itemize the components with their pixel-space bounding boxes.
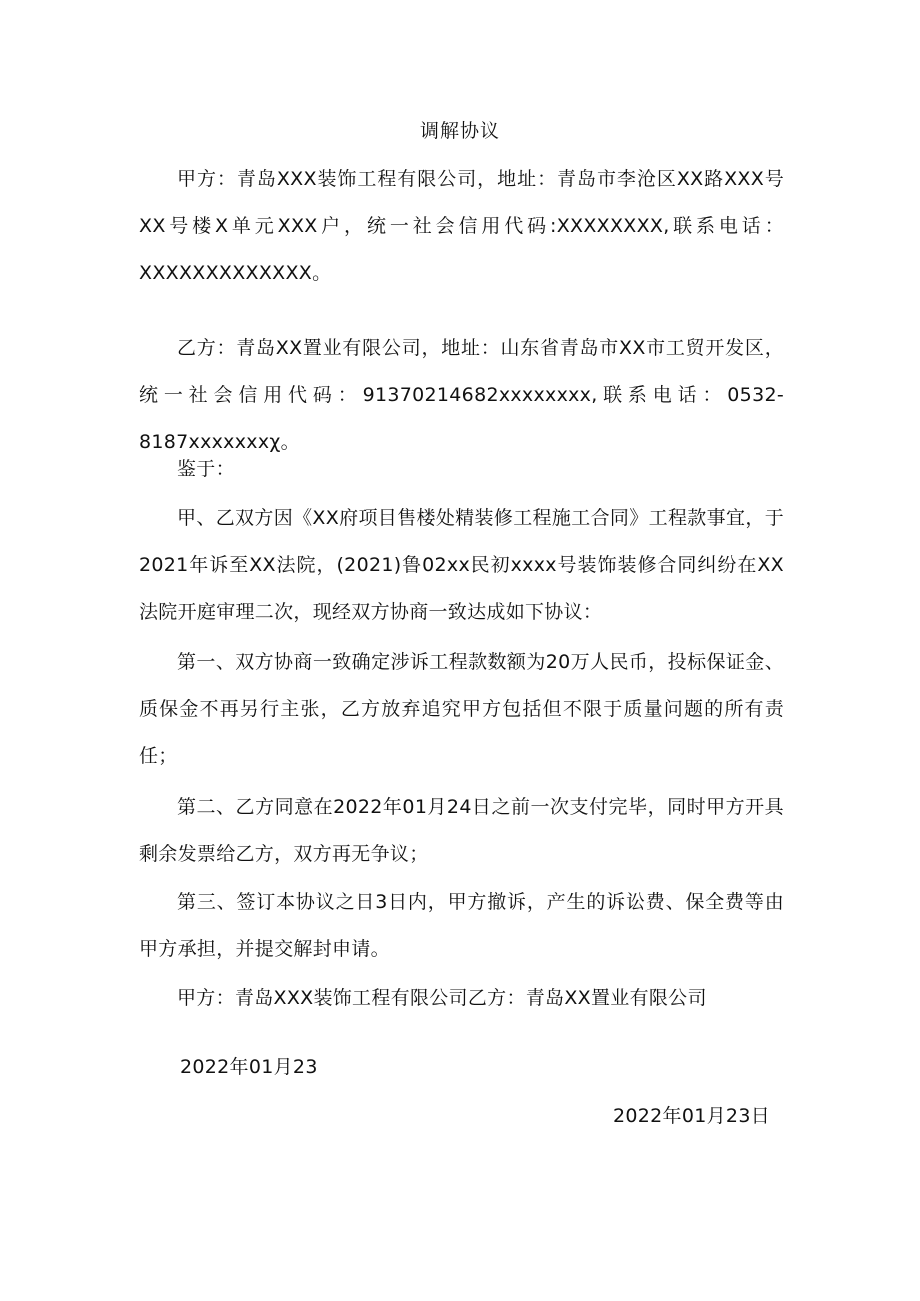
party-b-paragraph: 乙方：青岛XX置业有限公司，地址：山东省青岛市XX市工贸开发区，统一社会信用代码：91370214682xxxxxxxx,联系电话：0532-8187xxxxxxxχ。 xyxy=(139,337,784,453)
whereas-label: 鉴于： xyxy=(177,458,235,480)
clause-three-paragraph: 第三、签订本协议之日3日内，甲方撤诉，产生的诉讼费、保全费等由甲方承担，并提交解封申请。 xyxy=(139,891,784,960)
clause-two-paragraph: 第二、乙方同意在2022年01月24日之前一次支付完毕，同时甲方开具剩余发票给乙方，双方再无争议； xyxy=(139,796,784,865)
whereas-paragraph: 甲、乙双方因《XX府项目售楼处精装修工程施工合同》工程款事宜，于2021年诉至XX法院，(2021)鲁02xx民初xxxx号装饰装修合同纠纷在XX法院开庭审理二次，现经双方协商一致达成如下协议： xyxy=(139,507,784,623)
signature-line: 甲方：青岛XXX装饰工程有限公司乙方：青岛XX置业有限公司 xyxy=(177,987,707,1009)
document-title: 调解协议 xyxy=(419,120,500,142)
party-a-paragraph: 甲方：青岛XXX装饰工程有限公司，地址：青岛市李沧区XX路XXX号XX号楼X单元XXX户，统一社会信用代码:XXXXXXXX,联系电话：XXXXXXXXXXXXX。 xyxy=(139,168,784,284)
signing-date-right: 2022年01月23日 xyxy=(613,1105,771,1127)
signing-date-left: 2022年01月23 xyxy=(180,1056,318,1078)
clause-one-paragraph: 第一、双方协商一致确定涉诉工程款数额为20万人民币，投标保证金、质保金不再另行主张，乙方放弃追究甲方包括但不限于质量问题的所有责任； xyxy=(139,651,784,767)
